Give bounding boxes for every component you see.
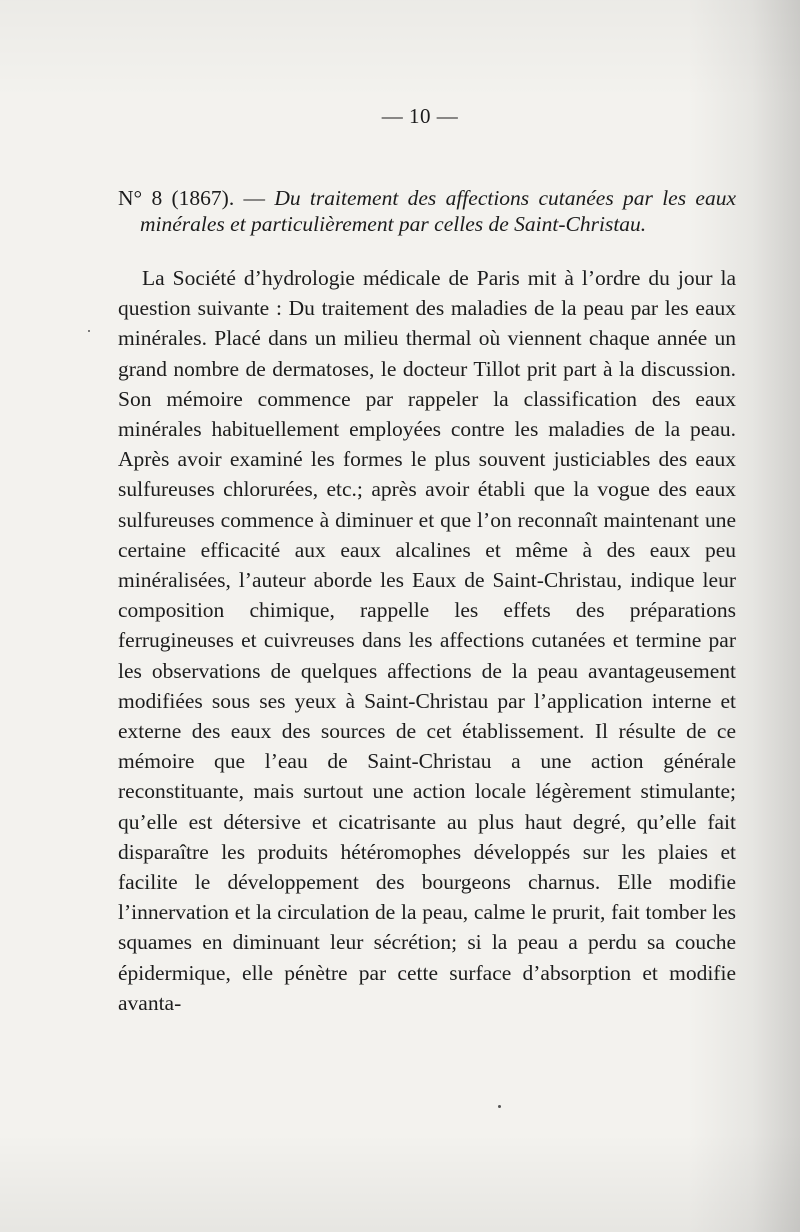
page-number: — 10 — xyxy=(381,104,459,128)
entry-heading xyxy=(118,185,736,237)
entry-number: N° 8 (1867). — xyxy=(118,186,275,210)
text-block xyxy=(118,185,736,1018)
body-paragraph: La Société d’hydrologie médicale de Paris mit à l’ordre du jour la question suivante : Du traitement des maladies de la peau par les eaux minérales. Placé dans un milieu thermal où viennent chaque année un grand nombre de dermatoses, le docteur Tillot prit part à la discussion. Son mémoire commence par rappeler la classification des eaux minérales habituellement employées contre les maladies de la peau. Après avoir examiné les formes le plus souvent justiciables des eaux sulfureuses chlorurées, etc.; après avoir établi que la vogue des eaux sulfureuses commence à diminuer et que l’on reconnaît maintenant une certaine efficacité aux eaux alcalines et même à des eaux peu minéralisées, l’auteur aborde les Eaux de Saint-Christau, indique leur composition chimique, rappelle les effets des préparations ferrugineuses et cuivreuses dans les affections cutanées et termine par les observations de quelques affections de la peau avantageusement modifiées sous ses yeux à Saint-Christau par l’application interne et externe des eaux des sources de cet établissement. Il résulte de ce mémoire que l’eau de Saint-Christau a une action générale reconstituante, mais surtout une action locale légèrement stimulante; qu’elle est détersive et cicatrisante au plus haut degré, qu’elle fait disparaître les produits hétéromophes développés sur les plaies et facilite le développement des bourgeons charnus. Elle modifie l’innervation et la circulation de la peau, calme le prurit, fait tomber les squames en diminuant leur sécrétion; si la peau a perdu sa couche épidermique, elle pénètre par cette surface d’absorption et modifie avanta- xyxy=(118,266,736,1015)
print-speck xyxy=(498,1105,501,1108)
entry-title: Du traitement des affections cutanées par les eaux minérales et particulièrement par celles de Saint-Christau. xyxy=(140,186,736,236)
print-speck xyxy=(88,330,90,332)
